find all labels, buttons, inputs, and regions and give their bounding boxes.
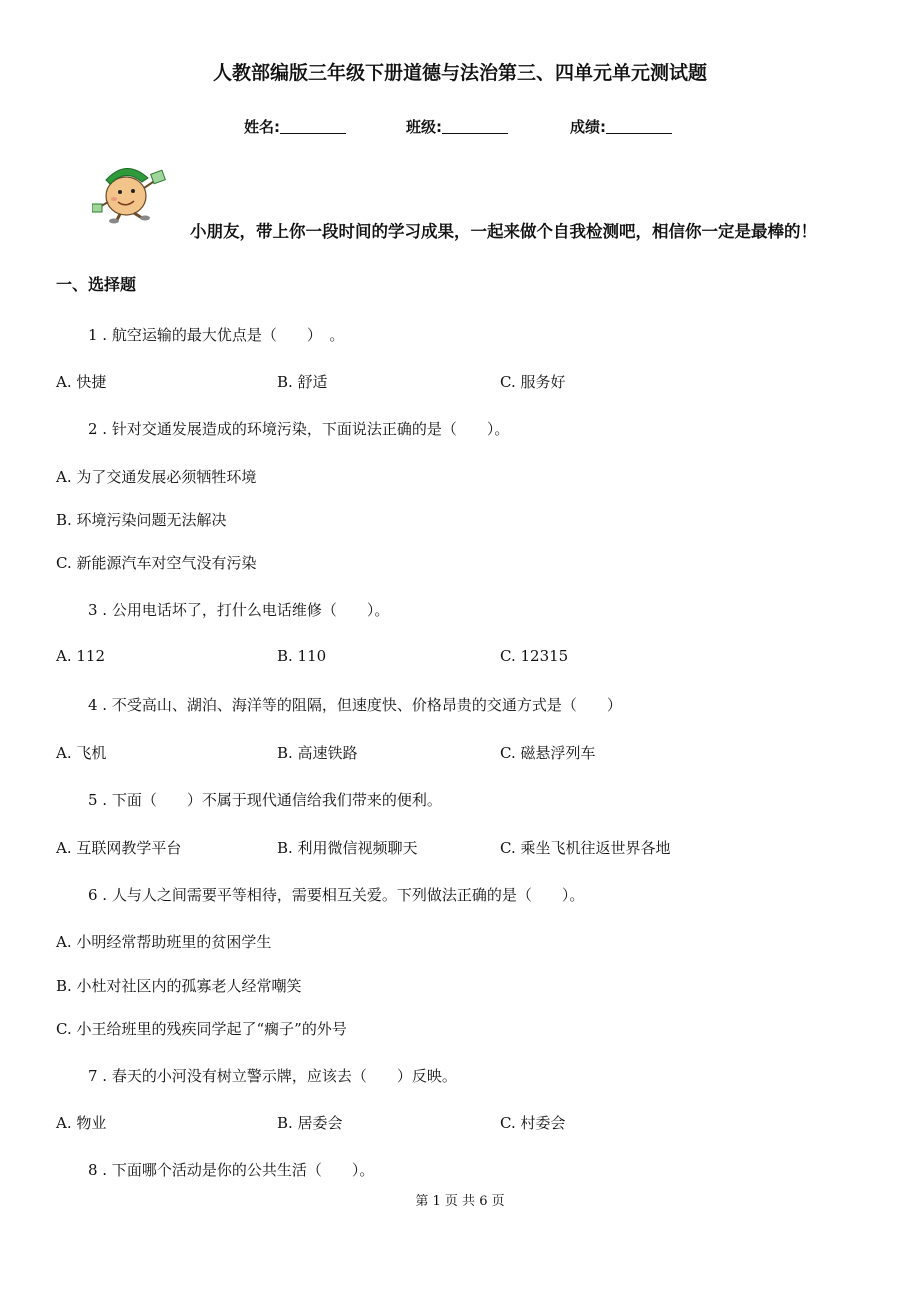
score-blank[interactable] [606,119,672,134]
q7-option-c[interactable]: C. 村委会 [500,1114,566,1132]
question-1: 1 . 航空运输的最大优点是（ ） 。 [88,326,345,344]
q6-option-a[interactable]: A. 小明经常帮助班里的贫困学生 [56,933,272,951]
encouragement-text: 小朋友，带上你一段时间的学习成果，一起来做个自我检测吧，相信你一定是最棒的！ [190,222,817,241]
question-3: 3 . 公用电话坏了，打什么电话维修（ ）。 [88,601,390,619]
score-label: 成绩: [570,118,606,136]
class-field[interactable] [406,116,508,137]
question-6: 6 . 人与人之间需要平等相待，需要相互关爱。下列做法正确的是（ ）。 [88,886,585,904]
q2-option-c[interactable]: C. 新能源汽车对空气没有污染 [56,554,257,572]
q5-option-b[interactable]: B. 利用微信视频聊天 [277,839,418,857]
section-title: 一、选择题 [56,275,137,294]
q4-option-b[interactable]: B. 高速铁路 [277,744,358,762]
q3-option-b[interactable]: B. 110 [277,647,327,665]
question-4: 4 . 不受高山、湖泊、海洋等的阻隔，但速度快、价格昂贵的交通方式是（ ） [88,696,622,714]
name-blank[interactable] [280,119,346,134]
q5-option-c[interactable]: C. 乘坐飞机往返世界各地 [500,839,671,857]
q2-option-a[interactable]: A. 为了交通发展必须牺牲环境 [56,468,257,486]
q3-option-a[interactable]: A. 112 [56,647,105,665]
class-blank[interactable] [442,119,508,134]
question-7: 7 . 春天的小河没有树立警示牌，应该去（ ）反映。 [88,1067,457,1085]
q7-option-b[interactable]: B. 居委会 [277,1114,343,1132]
q1-option-a[interactable]: A. 快捷 [56,373,107,391]
q2-option-b[interactable]: B. 环境污染问题无法解决 [56,511,227,529]
name-field[interactable] [244,116,346,137]
q1-option-b[interactable]: B. 舒适 [277,373,328,391]
q4-option-c[interactable]: C. 磁悬浮列车 [500,744,596,762]
q1-option-c[interactable]: C. 服务好 [500,373,566,391]
q4-option-a[interactable]: A. 飞机 [56,744,107,762]
q7-option-a[interactable]: A. 物业 [56,1114,107,1132]
page-title: 人教部编版三年级下册道德与法治第三、四单元单元测试题 [212,62,707,84]
question-8: 8 . 下面哪个活动是你的公共生活（ ）。 [88,1161,375,1179]
q5-option-a[interactable]: A. 互联网教学平台 [56,839,182,857]
score-field[interactable] [570,116,672,137]
class-label: 班级: [406,118,442,136]
question-2: 2 . 针对交通发展造成的环境污染，下面说法正确的是（ ）。 [88,420,510,438]
mascot-icon [92,158,168,224]
q6-option-c[interactable]: C. 小王给班里的残疾同学起了“瘸子”的外号 [56,1020,347,1038]
page-footer: 第 1 页 共 6 页 [415,1194,505,1209]
question-5: 5 . 下面（ ）不属于现代通信给我们带来的便利。 [88,791,442,809]
name-label: 姓名: [244,118,280,136]
q3-option-c[interactable]: C. 12315 [500,647,569,665]
q6-option-b[interactable]: B. 小杜对社区内的孤寡老人经常嘲笑 [56,977,302,995]
